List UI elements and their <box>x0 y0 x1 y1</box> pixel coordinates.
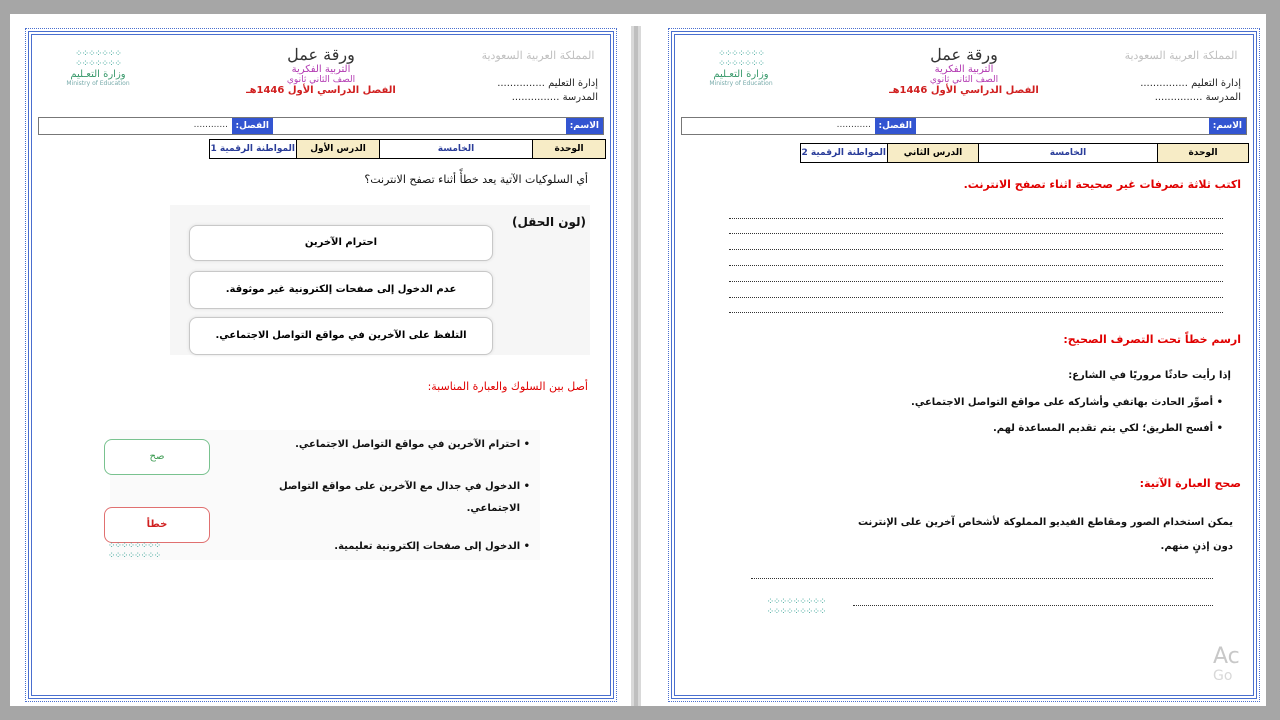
behavior-item-3: • الدخول إلى صفحات إلكترونية تعليمية. <box>334 541 530 552</box>
name-label: الاسم: <box>566 118 603 134</box>
unit-label: الوحدة <box>533 140 606 159</box>
activation-watermark-2: Go <box>1213 668 1233 684</box>
ministry-dots-icon: ⁘⁘⁘⁘⁘⁘⁘ ⁘⁘⁘⁘⁘⁘⁘ <box>75 49 121 69</box>
class-label: الفصل: <box>232 118 273 134</box>
ministry-dots-icon: ⁘⁘⁘⁘⁘⁘⁘ ⁘⁘⁘⁘⁘⁘⁘ <box>718 49 764 69</box>
grade: الصف الثاني ثانوي <box>286 75 356 85</box>
correction-line-1[interactable] <box>751 578 1213 579</box>
question-3: صحح العبارة الآتية: <box>1139 477 1241 490</box>
choice-1[interactable]: • أصوِّر الحادث بهاتفي وأشاركه على مواقع التواصل الاجتماعي. <box>911 397 1223 408</box>
behavior-item-2: • الدخول في جدال مع الآخرين على مواقع التواصل <box>278 481 530 492</box>
unit-value: الخامسة <box>979 144 1158 163</box>
admin-label: إدارة التعليم <box>1191 78 1241 89</box>
page-divider <box>631 26 641 706</box>
ministry-dots-icon: ⁘⁘⁘⁘⁘⁘⁘⁘ ⁘⁘⁘⁘⁘⁘⁘⁘ <box>107 541 161 561</box>
correct-box[interactable]: صح <box>104 439 210 475</box>
option-box-3[interactable]: التلفظ على الآخرين في مواقع التواصل الاجتماعي. <box>189 317 493 355</box>
title-block <box>864 45 1064 96</box>
behavior-item-2-cont: الاجتماعي. <box>466 503 520 514</box>
ministry-dots-icon: ⁘⁘⁘⁘⁘⁘⁘⁘⁘ ⁘⁘⁘⁘⁘⁘⁘⁘⁘ <box>766 597 826 617</box>
answer-line-6[interactable] <box>729 297 1223 298</box>
color-field-label: (لون الحقل) <box>511 215 586 229</box>
statement-line-2: دون إذنٍ منهم. <box>1160 541 1233 552</box>
admin-label: إدارة التعليم <box>548 78 598 89</box>
school-label: المدرسة <box>1205 92 1241 103</box>
admin-fields: إدارة التعليم ............... المدرسة ............... <box>1140 78 1241 103</box>
subject: التربية الفكرية <box>934 64 994 75</box>
answer-line-4[interactable] <box>729 265 1223 266</box>
question-2: أصل بين السلوك والعبارة المناسبة: <box>427 380 588 393</box>
scenario: إذا رأيت حادثًا مروريًا في الشارع: <box>1068 370 1231 381</box>
lesson-value: الدرس الثاني <box>888 144 979 163</box>
worksheet-page-2 <box>671 31 1257 699</box>
unit-label: الوحدة <box>1158 144 1249 163</box>
question-1: أي السلوكيات الآتية يعد خطأً أثناء تصفح الانترنت؟ <box>364 173 588 186</box>
grade: الصف الثاني ثانوي <box>929 75 999 85</box>
wrong-box[interactable]: خطأ <box>104 507 210 543</box>
correction-line-2[interactable] <box>853 605 1213 606</box>
option-box-1[interactable]: احترام الآخرين <box>189 225 493 261</box>
answer-line-7[interactable] <box>729 312 1223 313</box>
class-label: الفصل: <box>875 118 916 134</box>
ministry-logo: ⁘⁘⁘⁘⁘⁘⁘ ⁘⁘⁘⁘⁘⁘⁘ وزارة التعـليم Ministry of Education <box>691 49 791 87</box>
admin-fields: إدارة التعليم ............... المدرسة ............... <box>497 78 598 103</box>
ministry-logo: ⁘⁘⁘⁘⁘⁘⁘ ⁘⁘⁘⁘⁘⁘⁘ وزارة التعـليم Ministry of Education <box>48 49 148 87</box>
statement-line-1: يمكن استخدام الصور ومقاطع الفيديو المملوكة لأشخاص آخرين على الإنترنت <box>857 517 1233 528</box>
answer-line-1[interactable] <box>729 218 1223 219</box>
term: الفصل الدراسي الأول 1446هـ <box>889 85 1039 96</box>
name-bar: الاسم: الفصل: ............ <box>681 117 1247 135</box>
question-2: ارسم خطاً تحت التصرف الصحيح: <box>1063 333 1241 346</box>
worksheet-title: ورقة عمل <box>287 45 355 64</box>
page-header <box>683 43 1245 113</box>
worksheet-page-1 <box>28 31 614 699</box>
term: الفصل الدراسي الأول 1446هـ <box>246 85 396 96</box>
citizenship-label: المواطنة الرقمية 1 <box>209 140 297 159</box>
page-header <box>40 43 602 113</box>
name-label: الاسم: <box>1209 118 1246 134</box>
title-block <box>221 45 421 96</box>
lesson-info-table <box>209 139 607 159</box>
question-1: اكتب ثلاثة تصرفات غير صحيحة اثناء تصفح الانترنت. <box>963 178 1241 191</box>
kingdom-logo-text: المملكة العربية السعودية <box>481 49 595 62</box>
school-label: المدرسة <box>562 92 598 103</box>
answer-line-2[interactable] <box>729 233 1223 234</box>
option-box-2[interactable]: عدم الدخول إلى صفحات إلكترونية غير موثوقة. <box>189 271 493 309</box>
lesson-value: الدرس الأول <box>297 140 380 159</box>
citizenship-label: المواطنة الرقمية 2 <box>800 144 888 163</box>
subject: التربية الفكرية <box>291 64 351 75</box>
answer-line-5[interactable] <box>729 281 1223 282</box>
worksheet-title: ورقة عمل <box>930 45 998 64</box>
choice-2[interactable]: • أفسح الطريق؛ لكي يتم تقديم المساعدة لهم. <box>992 423 1223 434</box>
lesson-info-table <box>800 143 1250 163</box>
kingdom-logo-text: المملكة العربية السعودية <box>1124 49 1238 62</box>
answer-line-3[interactable] <box>729 249 1223 250</box>
name-bar: الاسم: الفصل: ............ <box>38 117 604 135</box>
activation-watermark: Ac <box>1213 644 1240 669</box>
unit-value: الخامسة <box>380 140 533 159</box>
behavior-item-1: • احترام الآخرين في مواقع التواصل الاجتماعي. <box>295 439 530 450</box>
